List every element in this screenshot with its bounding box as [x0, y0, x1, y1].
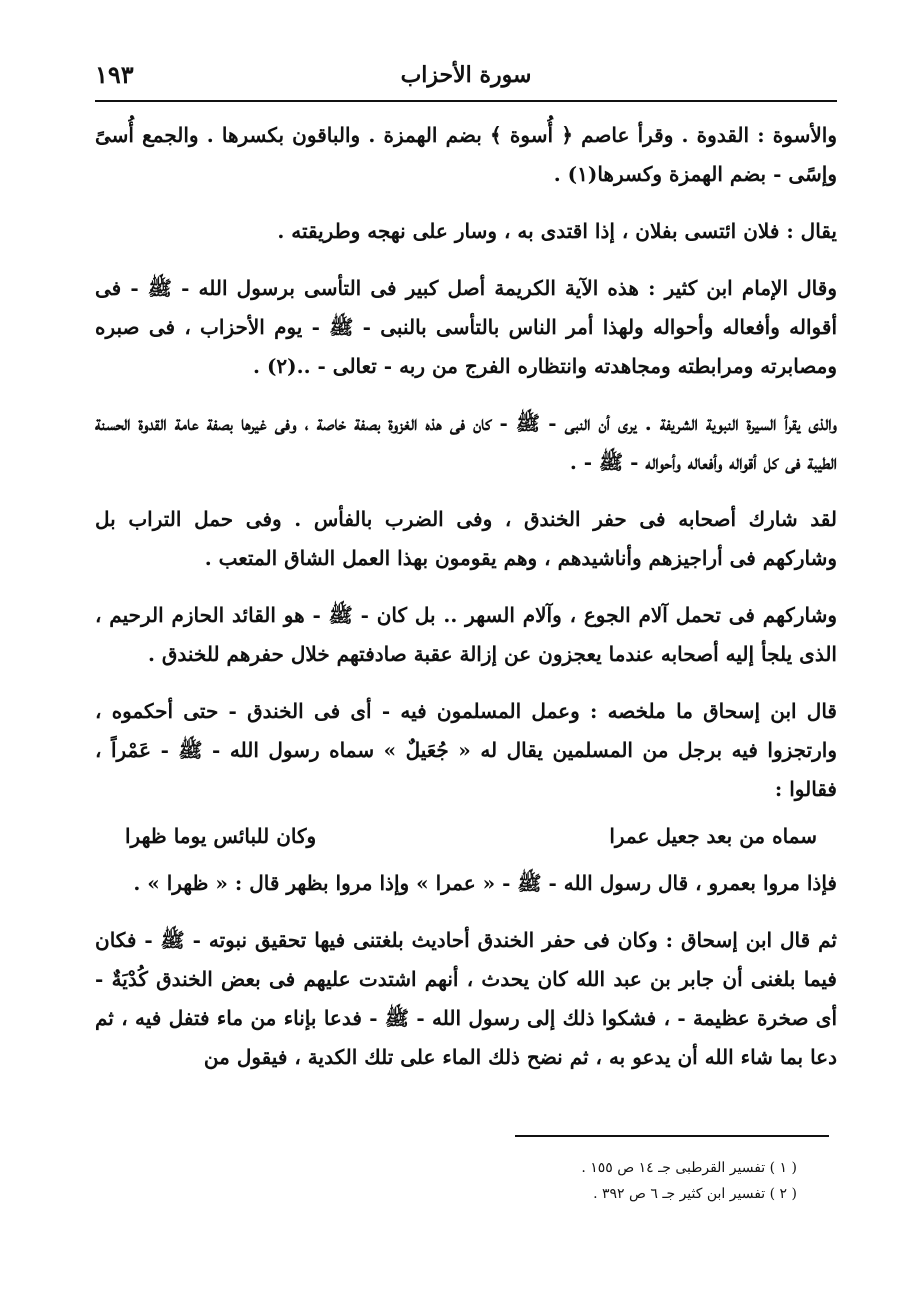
paragraph-1: والأسوة : القدوة . وقرأ عاصم ﴿ أُسوة ﴾ بضم الهمزة . والباقون بكسرها . والجمع أُسىً وإسًى - بضم الهمزة وكسرها(١) .: [95, 123, 837, 186]
paragraph-5: لقد شارك أصحابه فى حفر الخندق ، وفى الضرب بالفأس . وفى حمل التراب بل وشاركهم فى أراجيزهم وأناشيدهم ، وهم يقومون بهذا العمل الشاق المتعب .: [95, 507, 837, 570]
page-body: [95, 116, 837, 1095]
surah-title: سورة الأحزاب: [400, 62, 532, 88]
paragraph-after-verse: فإذا مروا بعمرو ، قال رسول الله - ﷺ - « عمرا » وإذا مروا بظهر قال : « ظهرا » .: [133, 871, 837, 895]
header-divider: [95, 100, 837, 102]
verse-first-hemistich: سماه من بعد جعيل عمرا: [609, 824, 817, 848]
footnote-2: ( ٢ ) تفسير ابن كثير جـ ٦ ص ٣٩٢ .: [593, 1186, 797, 1202]
page-number: ١٩٣: [95, 60, 134, 89]
verse-second-hemistich: وكان للبائس يوما ظهرا: [125, 824, 317, 848]
footnotes: [95, 1155, 797, 1207]
paragraph-4: والذى يقرأ السيرة النبوية الشريفة . يرى أن النبى - ﷺ - كان فى هذه الغزوة بصفة خاصة ، وفى غيرها بصفة عامة القدوة الحسنة الطيبة فى كل أقواله وأفعاله وأحواله - ﷺ - .: [95, 411, 837, 474]
paragraph-7: قال ابن إسحاق ما ملخصه : وعمل المسلمون فيه - أى فى الخندق - حتى أحكموه ، وارتجزوا فيه برجل من المسلمين يقال له « جُعَيلٌ » سماه رسول الله - ﷺ - عَمْراً ، فقالوا :: [95, 699, 837, 801]
footnote-1: ( ١ ) تفسير القرطبى جـ ١٤ ص ١٥٥ .: [581, 1160, 797, 1176]
paragraph-6: وشاركهم فى تحمل آلام الجوع ، وآلام السهر .. بل كان - ﷺ - هو القائد الحازم الرحيم ، الذى يلجأ إليه أصحابه عندما يعجزون عن إزالة عقبة صادفتهم خلال حفرهم للخندق .: [95, 603, 837, 666]
page-header: [95, 56, 837, 96]
paragraph-3: وقال الإمام ابن كثير : هذه الآية الكريمة أصل كبير فى التأسى برسول الله - ﷺ - فى أقواله وأفعاله وأحواله ولهذا أمر الناس بالتأسى بالنبى - ﷺ - يوم الأحزاب ، فى صبره ومصابرته ومرابطته ومجاهدته وانتظاره الفرج من ربه - تعالى - ..(٢) .: [95, 276, 837, 378]
paragraph-2: يقال : فلان ائتسى بفلان ، إذا اقتدى به ، وسار على نهجه وطريقته .: [277, 219, 837, 243]
footnote-divider: [515, 1135, 829, 1137]
poetry-verse: [125, 817, 817, 856]
paragraph-final: ثم قال ابن إسحاق : وكان فى حفر الخندق أحاديث بلغتنى فيها تحقيق نبوته - ﷺ - فكان فيما بلغنى أن جابر بن عبد الله كان يحدث ، أنهم اشتدت عليهم فى بعض الخندق كُدْيَةٌ - أى صخرة عظيمة - ، فشكوا ذلك إلى رسول الله - ﷺ - فدعا بإناء من ماء فتفل فيه ، ثم دعا بما شاء الله أن يدعو به ، ثم نضح ذلك الماء على تلك الكدية ، فيقول من: [95, 928, 837, 1069]
